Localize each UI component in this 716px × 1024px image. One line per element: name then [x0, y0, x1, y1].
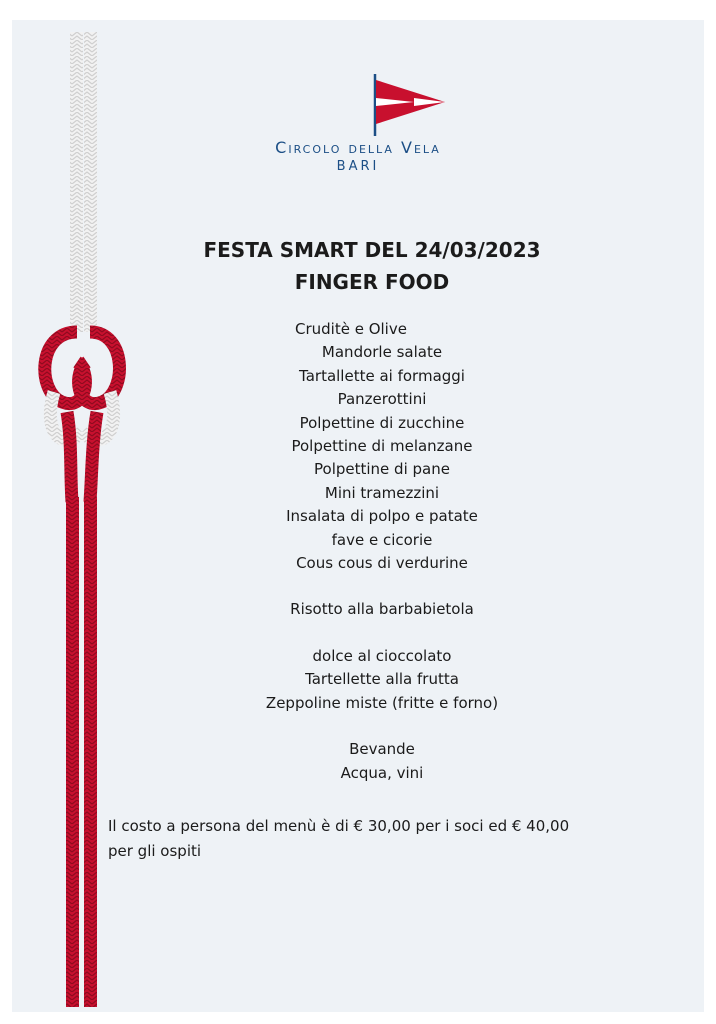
event-title-line-1: FESTA SMART DEL 24/03/2023 — [203, 238, 541, 262]
menu-item: Polpettine di zucchine — [299, 413, 465, 432]
event-title-line-2: FINGER FOOD — [294, 270, 450, 294]
club-name: Circolo della Vela — [275, 138, 441, 157]
menu-item: Mini tramezzini — [324, 483, 440, 502]
menu-item: fave e cicorie — [331, 530, 433, 549]
club-city: BARI — [336, 159, 380, 174]
club-burgee-logo — [369, 72, 449, 138]
menu-item: Panzerottini — [337, 390, 427, 409]
menu-item: Mandorle salate — [321, 343, 443, 362]
menu-item: Tartallette ai formaggi — [299, 366, 465, 385]
menu-item: Acqua, vini — [340, 763, 424, 782]
menu-item: dolce al cioccolato — [312, 646, 452, 665]
menu-spacer — [232, 715, 532, 738]
menu-item: Insalata di polpo e patate — [286, 507, 478, 526]
menu-item: Risotto alla barbabietola — [290, 600, 474, 619]
menu-item: Polpettine di melanzane — [291, 437, 473, 456]
menu-item: Cous cous di verdurine — [296, 554, 468, 573]
menu-item: Zeppoline miste (fritte e forno) — [265, 693, 499, 712]
menu-spacer — [232, 575, 532, 598]
menu-item: Cruditè e Olive — [295, 320, 407, 338]
price-note — [108, 814, 608, 864]
menu-list — [232, 318, 532, 785]
price-note-line-2: per gli ospiti — [108, 842, 202, 860]
menu-item: Tartellette alla frutta — [305, 670, 459, 689]
menu-page — [12, 20, 704, 1012]
menu-item: Polpettine di pane — [314, 460, 450, 479]
event-title — [52, 234, 692, 298]
menu-item: Bevande — [349, 740, 415, 759]
menu-spacer — [232, 622, 532, 645]
price-note-line-1: Il costo a persona del menù è di € 30,00 per i soci ed € 40,00 — [108, 817, 570, 835]
